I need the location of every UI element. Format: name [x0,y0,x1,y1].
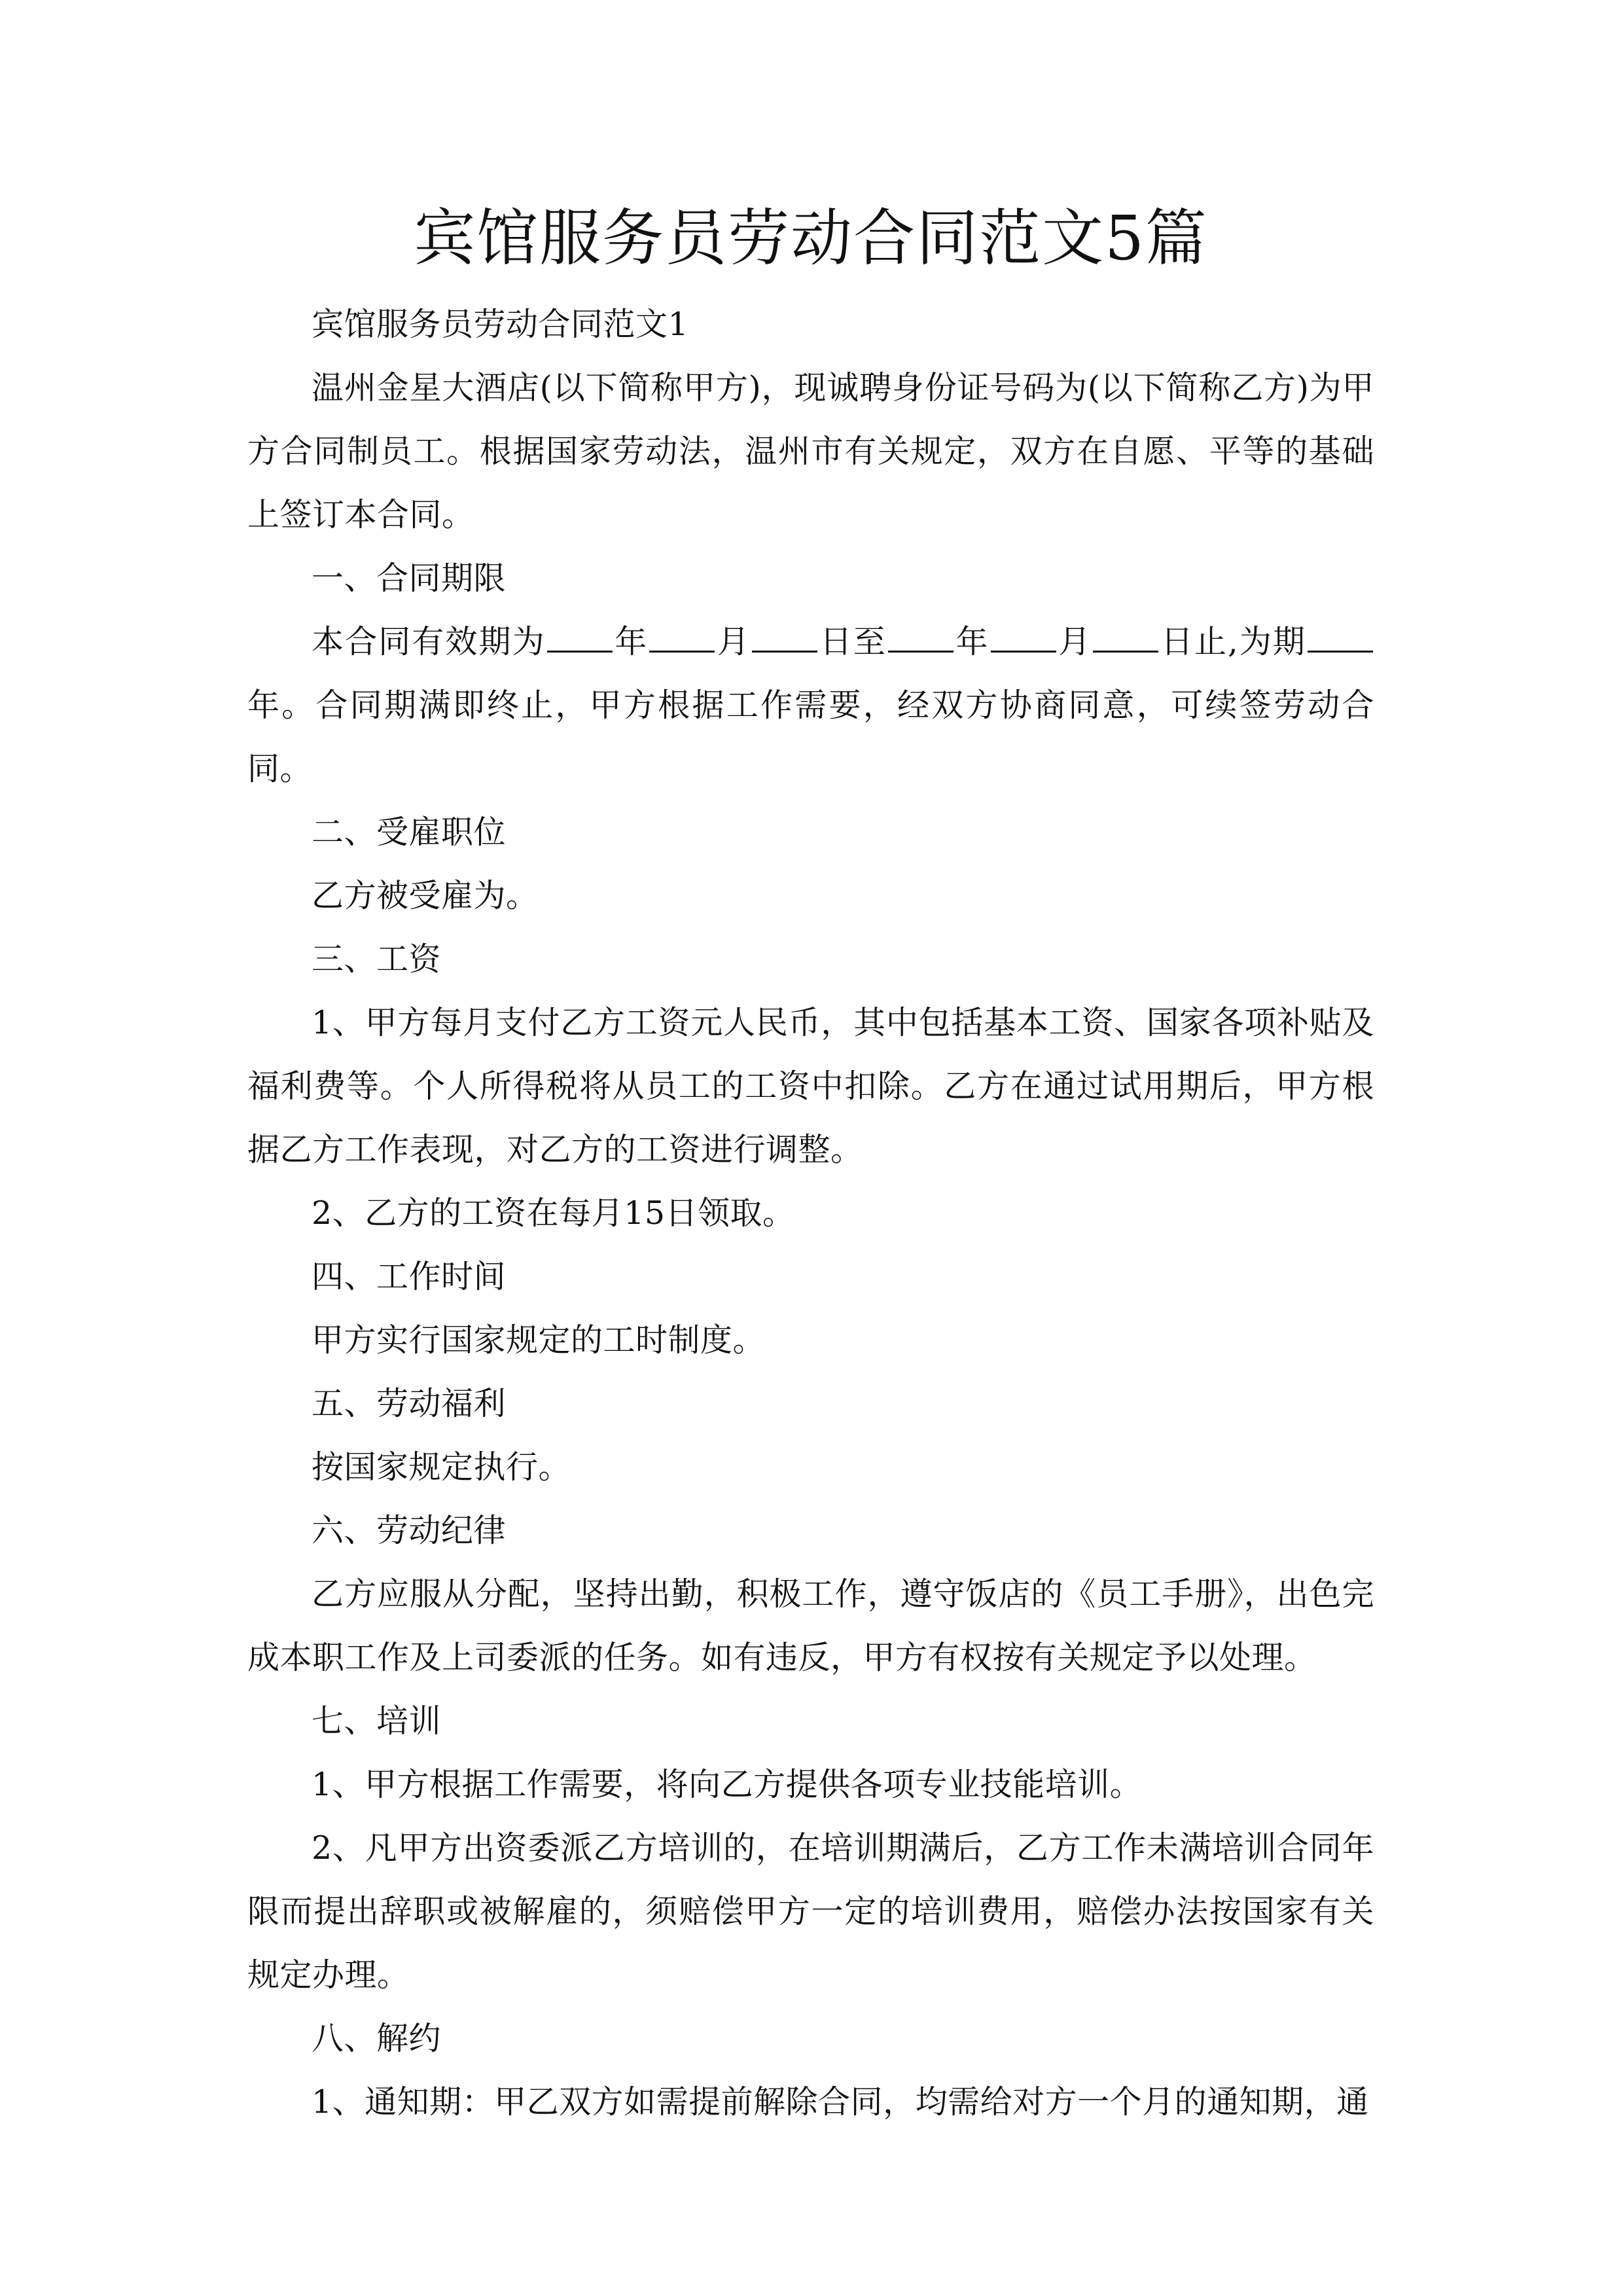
blank-field [649,624,715,653]
section-heading: 一、合同期限 [312,560,507,597]
paragraph: 2、凡甲方出资委派乙方培训的，在培训期满后，乙方工作未满培训合同年限而提出辞职或被解雇的，须赔偿甲方一定的培训费用，赔偿办法按国家有关规定办理。 [247,1829,1374,1994]
intro-paragraph: 温州金星大酒店(以下简称甲方)，现诚聘身份证号码为(以下简称乙方)为甲方合同制员工。根据国家劳动法，温州市有关规定，双方在自愿、平等的基础上签订本合同。 [247,369,1374,533]
paragraph: 1、甲方根据工作需要，将向乙方提供各项专业技能培训。 [312,1766,1143,1803]
contract-term-line [247,610,1374,800]
document-body [247,293,1374,2134]
term-part: 月 [716,623,751,660]
term-part: 年 [613,623,649,660]
section-heading: 四、工作时间 [312,1258,507,1295]
paragraph: 2、乙方的工资在每月15日领取。 [312,1194,795,1232]
blank-field [1308,624,1373,653]
subtitle: 宾馆服务员劳动合同范文1 [312,306,689,343]
term-part: 日至 [819,623,887,660]
section-heading: 三、工资 [312,941,442,978]
term-part: 月 [1057,623,1092,660]
term-part: 年 [954,623,990,660]
section-heading: 六、劳动纪律 [312,1512,507,1549]
term-part: 日止,为期 [1160,623,1306,660]
paragraph-continuation: 合同期满即终止，甲方根据工作需要，经双方协商同意，可续签劳动合同。 [247,687,1374,787]
blank-field [1093,624,1158,653]
section-heading: 八、解约 [312,2020,442,2057]
paragraph: 乙方应服从分配，坚持出勤，积极工作，遵守饭店的《员工手册》，出色完成本职工作及上司委派的任务。如有违反，甲方有权按有关规定予以处理。 [247,1575,1374,1676]
section-heading: 七、培训 [312,1702,442,1740]
blank-field [991,624,1056,653]
paragraph: 按国家规定执行。 [312,1448,571,1486]
paragraph: 1、通知期：甲乙双方如需提前解除合同，均需给对方一个月的通知期，通 [312,2083,1369,2121]
section-heading: 二、受雇职位 [312,814,507,851]
paragraph: 乙方被受雇为。 [312,877,539,914]
paragraph: 1、甲方每月支付乙方工资元人民币，其中包括基本工资、国家各项补贴及福利费等。个人所得税将从员工的工资中扣除。乙方在通过试用期后，甲方根据乙方工作表现，对乙方的工资进行调整。 [247,1004,1374,1168]
term-prefix: 本合同有效期为 [312,623,546,660]
document-title: 宾馆服务员劳动合同范文5篇 [414,203,1208,274]
term-part: 年。 [247,687,316,724]
blank-field [752,624,817,653]
blank-field [888,624,954,653]
section-heading: 五、劳动福利 [312,1385,507,1422]
blank-field [547,624,613,653]
paragraph: 甲方实行国家规定的工时制度。 [312,1321,766,1359]
